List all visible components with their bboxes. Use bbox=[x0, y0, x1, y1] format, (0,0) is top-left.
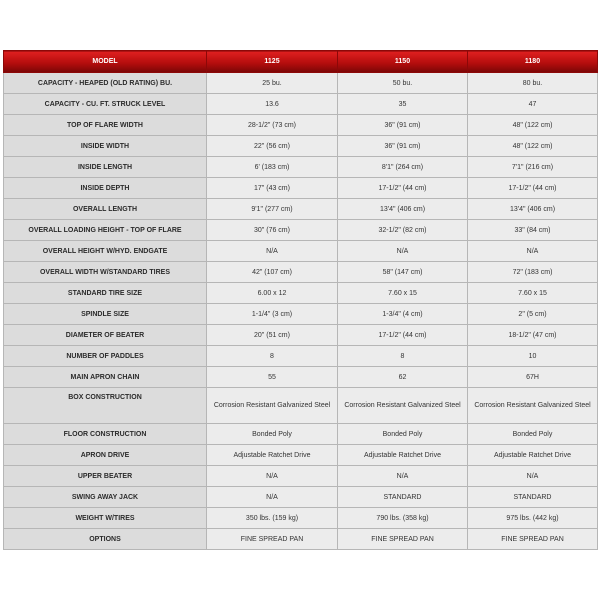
row-value: 13'4" (406 cm) bbox=[468, 199, 598, 220]
table-row bbox=[4, 283, 598, 304]
row-value: N/A bbox=[207, 466, 338, 487]
row-value: FINE SPREAD PAN bbox=[468, 529, 598, 550]
row-value: 67H bbox=[468, 367, 598, 388]
row-value: N/A bbox=[207, 241, 338, 262]
row-label: OVERALL HEIGHT W/HYD. ENDGATE bbox=[4, 241, 207, 262]
table-row bbox=[4, 178, 598, 199]
row-value: Adjustable Ratchet Drive bbox=[207, 445, 338, 466]
row-value: 10 bbox=[468, 346, 598, 367]
row-label: WEIGHT W/TIRES bbox=[4, 508, 207, 529]
table-row bbox=[4, 157, 598, 178]
table-row bbox=[4, 136, 598, 157]
row-value: Adjustable Ratchet Drive bbox=[338, 445, 468, 466]
row-value: 17" (43 cm) bbox=[207, 178, 338, 199]
table-row bbox=[4, 346, 598, 367]
row-value: 9'1" (277 cm) bbox=[207, 199, 338, 220]
row-value: Bonded Poly bbox=[338, 424, 468, 445]
row-value: 48" (122 cm) bbox=[468, 136, 598, 157]
row-label: OPTIONS bbox=[4, 529, 207, 550]
row-value: 8 bbox=[338, 346, 468, 367]
header-model-1150: 1150 bbox=[338, 51, 468, 73]
table-row bbox=[4, 73, 598, 94]
row-value: 47 bbox=[468, 94, 598, 115]
row-value: N/A bbox=[468, 241, 598, 262]
row-label: STANDARD TIRE SIZE bbox=[4, 283, 207, 304]
row-label: UPPER BEATER bbox=[4, 466, 207, 487]
table-row bbox=[4, 115, 598, 136]
row-value: Corrosion Resistant Galvanized Steel bbox=[207, 388, 338, 424]
table-row bbox=[4, 367, 598, 388]
row-value: STANDARD bbox=[468, 487, 598, 508]
row-label: BOX CONSTRUCTION bbox=[4, 388, 207, 424]
header-model-label: MODEL bbox=[4, 51, 207, 73]
header-model-1125: 1125 bbox=[207, 51, 338, 73]
row-value: Adjustable Ratchet Drive bbox=[468, 445, 598, 466]
row-value: 975 lbs. (442 kg) bbox=[468, 508, 598, 529]
row-value: 17-1/2" (44 cm) bbox=[468, 178, 598, 199]
row-label: NUMBER OF PADDLES bbox=[4, 346, 207, 367]
row-value: 790 lbs. (358 kg) bbox=[338, 508, 468, 529]
table-row bbox=[4, 220, 598, 241]
row-value: Bonded Poly bbox=[468, 424, 598, 445]
row-value: 55 bbox=[207, 367, 338, 388]
row-value: 7'1" (216 cm) bbox=[468, 157, 598, 178]
table-row bbox=[4, 262, 598, 283]
table-row bbox=[4, 199, 598, 220]
row-value: N/A bbox=[338, 241, 468, 262]
row-value: 18-1/2" (47 cm) bbox=[468, 325, 598, 346]
row-value: Bonded Poly bbox=[207, 424, 338, 445]
row-value: 72" (183 cm) bbox=[468, 262, 598, 283]
row-value: 350 lbs. (159 kg) bbox=[207, 508, 338, 529]
row-value: 50 bu. bbox=[338, 73, 468, 94]
row-label: OVERALL LENGTH bbox=[4, 199, 207, 220]
table-row bbox=[4, 508, 598, 529]
header-model-1180: 1180 bbox=[468, 51, 598, 73]
row-value: 25 bu. bbox=[207, 73, 338, 94]
row-value: 28-1/2" (73 cm) bbox=[207, 115, 338, 136]
row-value: 6.00 x 12 bbox=[207, 283, 338, 304]
row-value: FINE SPREAD PAN bbox=[207, 529, 338, 550]
row-value: 58" (147 cm) bbox=[338, 262, 468, 283]
row-value: N/A bbox=[338, 466, 468, 487]
row-label: SPINDLE SIZE bbox=[4, 304, 207, 325]
row-value: 17-1/2" (44 cm) bbox=[338, 325, 468, 346]
row-label: DIAMETER OF BEATER bbox=[4, 325, 207, 346]
row-label: CAPACITY - HEAPED (OLD RATING) BU. bbox=[4, 73, 207, 94]
row-label: MAIN APRON CHAIN bbox=[4, 367, 207, 388]
row-value: 48" (122 cm) bbox=[468, 115, 598, 136]
row-value: 7.60 x 15 bbox=[338, 283, 468, 304]
row-value: N/A bbox=[468, 466, 598, 487]
row-label: CAPACITY - CU. FT. STRUCK LEVEL bbox=[4, 94, 207, 115]
table-row bbox=[4, 445, 598, 466]
row-value: 30" (76 cm) bbox=[207, 220, 338, 241]
spec-table bbox=[3, 50, 598, 550]
row-value: 7.60 x 15 bbox=[468, 283, 598, 304]
row-value: 80 bu. bbox=[468, 73, 598, 94]
table-row bbox=[4, 94, 598, 115]
row-value: STANDARD bbox=[338, 487, 468, 508]
header-row bbox=[4, 51, 598, 73]
row-value: 6' (183 cm) bbox=[207, 157, 338, 178]
row-value: 36" (91 cm) bbox=[338, 136, 468, 157]
row-value: 1-3/4" (4 cm) bbox=[338, 304, 468, 325]
row-value: N/A bbox=[207, 487, 338, 508]
table-row bbox=[4, 424, 598, 445]
row-value: 35 bbox=[338, 94, 468, 115]
row-value: 22" (56 cm) bbox=[207, 136, 338, 157]
row-label: INSIDE DEPTH bbox=[4, 178, 207, 199]
row-value: Corrosion Resistant Galvanized Steel bbox=[338, 388, 468, 424]
row-label: TOP OF FLARE WIDTH bbox=[4, 115, 207, 136]
row-label: INSIDE WIDTH bbox=[4, 136, 207, 157]
spec-body bbox=[4, 73, 598, 550]
row-value: 62 bbox=[338, 367, 468, 388]
table-row bbox=[4, 241, 598, 262]
row-label: INSIDE LENGTH bbox=[4, 157, 207, 178]
row-label: OVERALL WIDTH W/STANDARD TIRES bbox=[4, 262, 207, 283]
table-row bbox=[4, 325, 598, 346]
row-value: 1-1/4" (3 cm) bbox=[207, 304, 338, 325]
row-value: 13.6 bbox=[207, 94, 338, 115]
row-value: 36" (91 cm) bbox=[338, 115, 468, 136]
row-value: 42" (107 cm) bbox=[207, 262, 338, 283]
row-value: 33" (84 cm) bbox=[468, 220, 598, 241]
row-value: 13'4" (406 cm) bbox=[338, 199, 468, 220]
table-row bbox=[4, 466, 598, 487]
table-row bbox=[4, 487, 598, 508]
row-value: 32-1/2" (82 cm) bbox=[338, 220, 468, 241]
table-row bbox=[4, 529, 598, 550]
row-value: 8 bbox=[207, 346, 338, 367]
row-label: OVERALL LOADING HEIGHT - TOP OF FLARE bbox=[4, 220, 207, 241]
row-value: 17-1/2" (44 cm) bbox=[338, 178, 468, 199]
row-value: FINE SPREAD PAN bbox=[338, 529, 468, 550]
row-label: APRON DRIVE bbox=[4, 445, 207, 466]
row-value: Corrosion Resistant Galvanized Steel bbox=[468, 388, 598, 424]
row-value: 20" (51 cm) bbox=[207, 325, 338, 346]
row-label: SWING AWAY JACK bbox=[4, 487, 207, 508]
row-value: 8'1" (264 cm) bbox=[338, 157, 468, 178]
row-value: 2" (5 cm) bbox=[468, 304, 598, 325]
table-row bbox=[4, 304, 598, 325]
row-label: FLOOR CONSTRUCTION bbox=[4, 424, 207, 445]
table-row bbox=[4, 388, 598, 424]
